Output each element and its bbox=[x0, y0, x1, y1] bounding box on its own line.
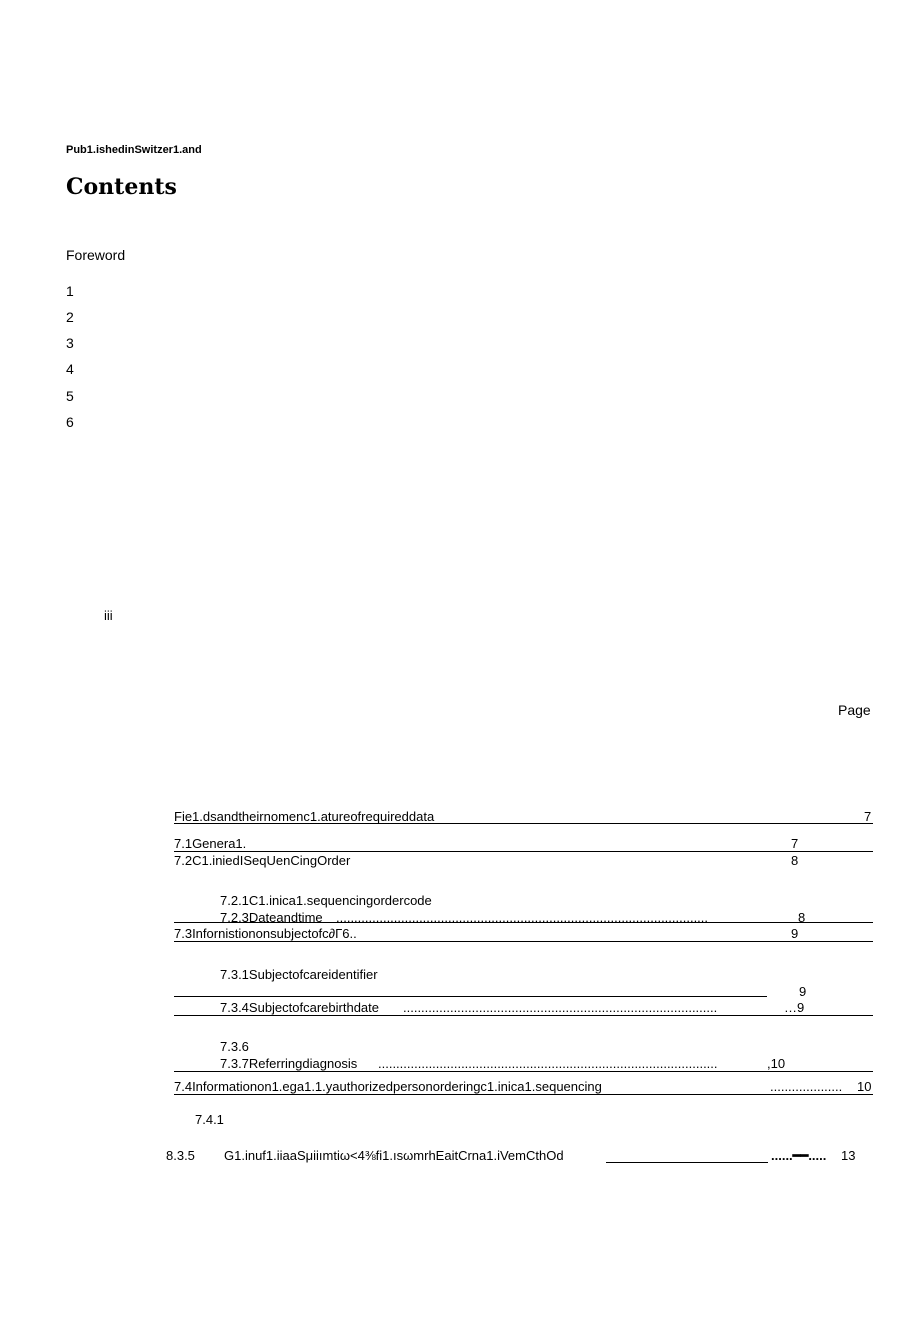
toc-rule bbox=[174, 823, 873, 824]
toc-subject-id-label: 7.3.1Subjectofcareidentifier bbox=[220, 967, 378, 982]
toc-subject-info-label: 7.3Infornistiononsubjectofc∂Γ6.. bbox=[174, 926, 357, 941]
toc-rule bbox=[174, 851, 873, 852]
toc-rule bbox=[174, 922, 873, 923]
toc-legal-page: 10 bbox=[857, 1079, 872, 1094]
toc-rule bbox=[174, 941, 873, 942]
section-number-1: 1 bbox=[66, 283, 74, 299]
toc-fields-page: 7 bbox=[864, 809, 872, 824]
toc-fields-label: Fie1.dsandtheirnomenc1.atureofrequireddata bbox=[174, 809, 435, 824]
section-number-3: 3 bbox=[66, 335, 74, 351]
toc-835-page: 13 bbox=[841, 1148, 856, 1163]
toc-rule bbox=[174, 1015, 873, 1016]
toc-subject-info-page: 9 bbox=[791, 926, 799, 941]
section-number-2: 2 bbox=[66, 309, 74, 325]
toc-835-leader: ......━━..... bbox=[771, 1148, 827, 1163]
toc-date-time-page: 8 bbox=[798, 910, 806, 925]
toc-subject-id-page: 9 bbox=[799, 984, 807, 999]
toc-rule bbox=[174, 1071, 873, 1072]
section-number-5: 5 bbox=[66, 388, 74, 404]
toc-legal-leader: .................... bbox=[770, 1079, 843, 1094]
toc-rule bbox=[174, 1094, 873, 1095]
toc-birthdate-leader: ....................................................................................... bbox=[403, 1000, 718, 1015]
toc-clinical-order-label: 7.2C1.iniedISeqUenCingOrder bbox=[174, 853, 351, 868]
toc-rule bbox=[606, 1162, 768, 1163]
page-column-header: Page bbox=[838, 702, 871, 718]
foreword-entry: Foreword bbox=[66, 247, 126, 263]
toc-referring-leader: .............................................................................................. bbox=[378, 1056, 718, 1071]
publisher-line: Pub1.ishedinSwitzer1.and bbox=[66, 144, 202, 156]
toc-835-label: G1.inuf1.iiaaSμiiımtiω<4⅜fi1.ısωmrhEaitCrna1.iVemCthOd bbox=[224, 1148, 564, 1163]
roman-page-number: iii bbox=[104, 608, 113, 623]
toc-clinical-order-page: 8 bbox=[791, 853, 799, 868]
section-number-6: 6 bbox=[66, 414, 74, 430]
toc-legal-label: 7.4Informationon1.ega1.1.yauthorizedpersonorderingc1.inica1.sequencing bbox=[174, 1079, 602, 1094]
toc-birthdate-page: …9 bbox=[784, 1000, 805, 1015]
toc-date-time-label: 7.2.3Dateandtime bbox=[220, 910, 323, 925]
toc-code-label: 7.2.1C1.inica1.sequencingordercode bbox=[220, 893, 432, 908]
toc-general-label: 7.1Genera1. bbox=[174, 836, 247, 851]
toc-general-page: 7 bbox=[791, 836, 799, 851]
toc-birthdate-label: 7.3.4Subjectofcarebirthdate bbox=[220, 1000, 379, 1015]
toc-741-label: 7.4.1 bbox=[195, 1112, 224, 1127]
contents-title: Contents bbox=[66, 174, 177, 200]
section-number-4: 4 bbox=[66, 361, 74, 377]
toc-referring-page: ,10 bbox=[767, 1056, 786, 1071]
toc-835-number: 8.3.5 bbox=[166, 1148, 195, 1163]
toc-date-time-leader: ....................................................................................................... bbox=[336, 910, 709, 925]
toc-736-label: 7.3.6 bbox=[220, 1039, 249, 1054]
toc-referring-label: 7.3.7Referringdiagnosis bbox=[220, 1056, 358, 1071]
toc-rule bbox=[174, 996, 767, 997]
